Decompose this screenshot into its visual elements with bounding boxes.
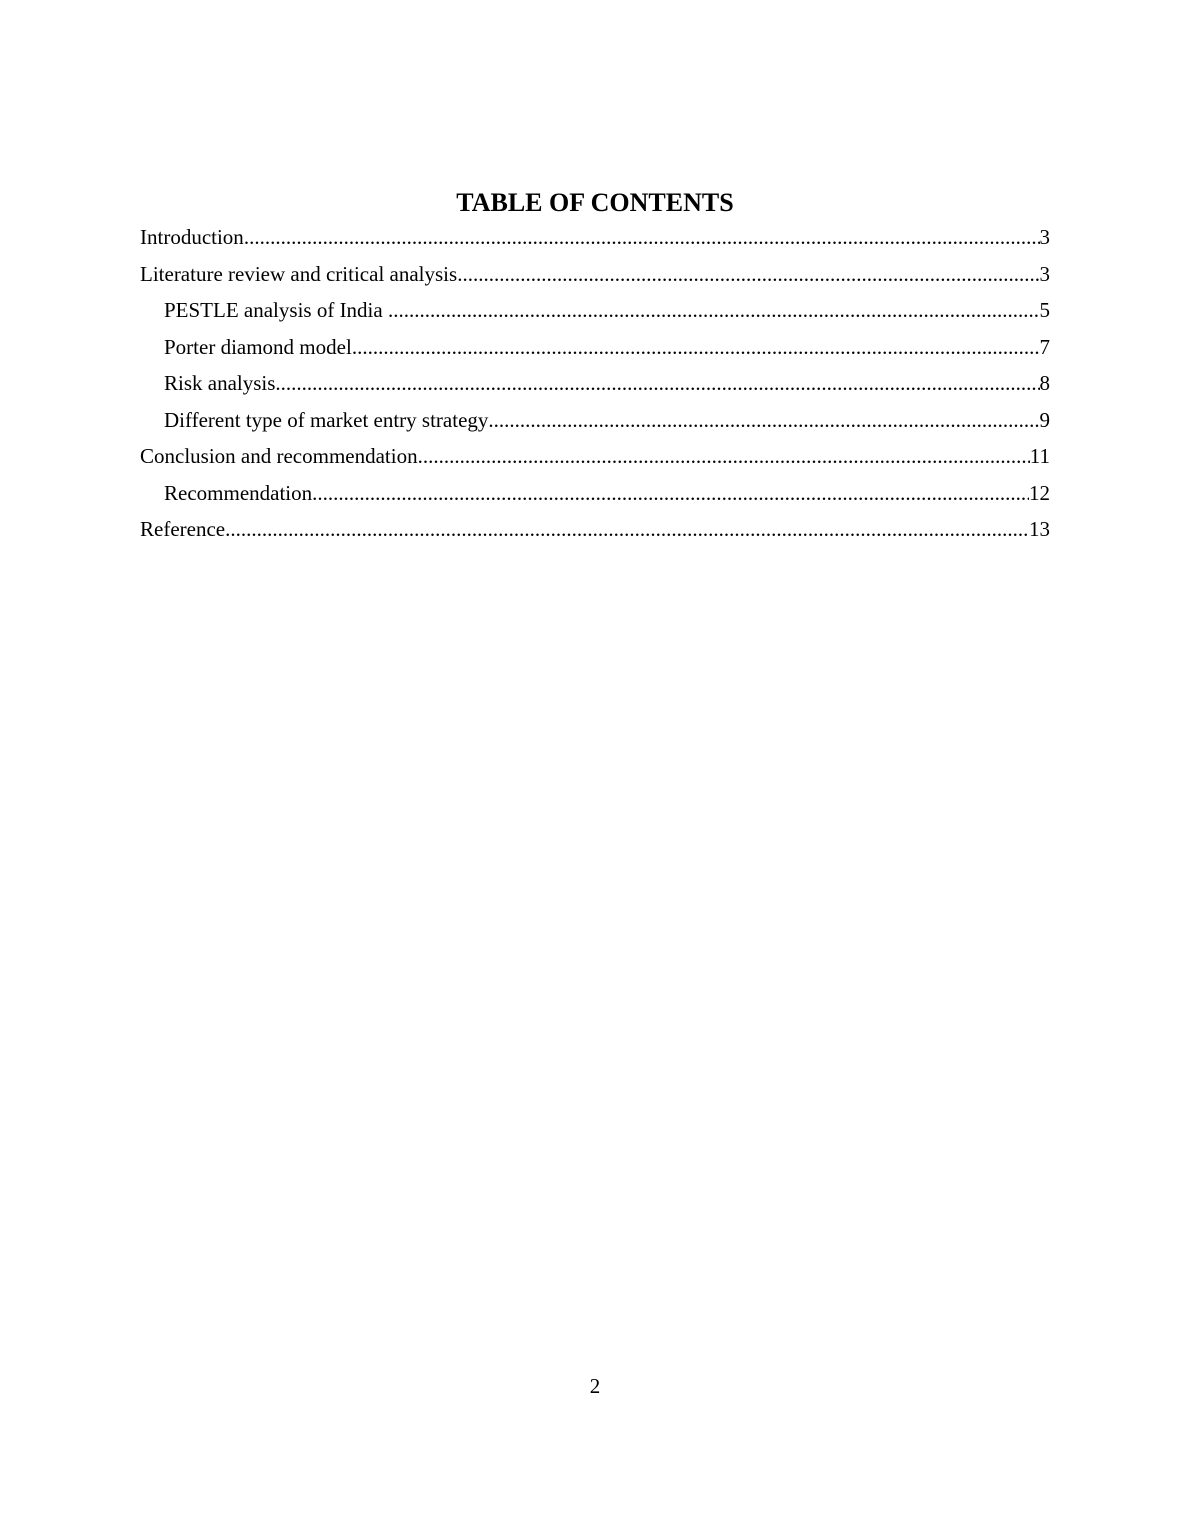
toc-entry-market-entry-strategy[interactable]	[140, 405, 1050, 442]
toc-entry-pestle-analysis[interactable]	[140, 295, 1050, 332]
toc-title: TABLE OF CONTENTS	[456, 188, 734, 217]
toc-leader-dots	[275, 368, 1039, 398]
toc-entry-page: 11	[1029, 444, 1050, 468]
toc-entry-porter-diamond[interactable]	[140, 332, 1050, 369]
toc-list	[140, 222, 1050, 551]
toc-entry-label: Reference	[140, 517, 226, 541]
toc-leader-dots	[225, 514, 1029, 544]
toc-entry-page: 12	[1029, 480, 1050, 505]
toc-leader-dots	[457, 259, 1039, 289]
toc-leader-dots	[488, 405, 1039, 435]
toc-entry-reference[interactable]	[140, 514, 1050, 551]
toc-entry-conclusion[interactable]	[140, 441, 1050, 478]
toc-entry-label: PESTLE analysis of India	[164, 298, 388, 322]
toc-entry-label: Porter diamond model	[164, 334, 352, 359]
toc-leader-dots	[312, 478, 1029, 508]
toc-entry-page: 9	[1039, 407, 1050, 432]
toc-entry-page: 8	[1039, 371, 1050, 395]
toc-entry-label: Risk analysis	[164, 371, 276, 395]
toc-entry-label: Literature review and critical analysis	[140, 261, 458, 286]
toc-entry-introduction[interactable]	[140, 222, 1050, 259]
toc-leader-dots	[244, 222, 1040, 252]
toc-leader-dots	[352, 332, 1040, 362]
toc-entry-page: 5	[1039, 298, 1050, 322]
toc-entry-risk-analysis[interactable]	[140, 368, 1050, 405]
toc-leader-dots	[388, 295, 1040, 325]
toc-entry-page: 13	[1029, 517, 1050, 541]
toc-leader-dots	[418, 441, 1030, 471]
page-number: 2	[589, 1374, 601, 1398]
toc-entry-label: Introduction	[140, 225, 244, 249]
toc-entry-label: Recommendation	[164, 480, 313, 505]
toc-entry-literature-review[interactable]	[140, 259, 1050, 296]
toc-entry-label: Conclusion and recommendation	[140, 444, 418, 468]
toc-entry-page: 3	[1039, 261, 1050, 286]
toc-entry-recommendation[interactable]	[140, 478, 1050, 515]
toc-entry-page: 3	[1039, 225, 1050, 249]
toc-entry-label: Different type of market entry strategy	[164, 407, 489, 432]
toc-entry-page: 7	[1039, 334, 1050, 359]
